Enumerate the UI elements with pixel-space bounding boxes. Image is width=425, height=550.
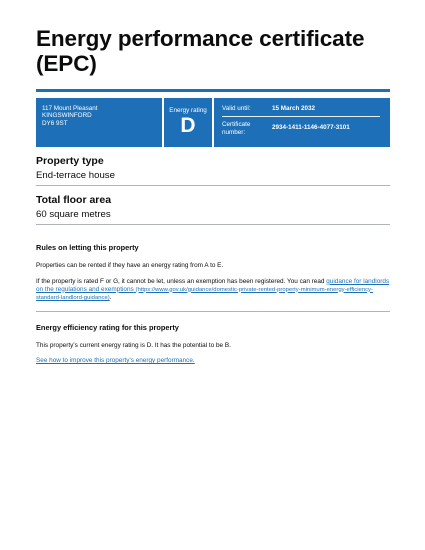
address-line-2: KINGSWINFORD [42, 112, 92, 120]
letting-rules-heading: Rules on letting this property [36, 243, 139, 252]
page-title-line2: (EPC) [36, 51, 97, 76]
energy-rating-label: Energy rating [169, 107, 207, 114]
page-title [36, 26, 390, 76]
letting-rules-para1: Properties can be rented if they have an energy rating from A to E. [36, 262, 224, 269]
property-type-value: End-terrace house [36, 170, 115, 181]
page-title-line1: Energy performance certificate [36, 26, 365, 51]
certificate-label-line2: number: [222, 128, 246, 136]
summary-banner [36, 98, 390, 147]
energy-rating-letter: D [180, 114, 196, 137]
property-type-heading: Property type [36, 155, 104, 167]
address-line-3: DY6 9ST [42, 119, 68, 127]
certificate-number-value: 2934-1411-1146-4077-3101 [272, 124, 350, 131]
epc-page [36, 26, 390, 365]
title-divider [36, 89, 390, 92]
landlord-guidance-url: (https://www.gov.uk/guidance/domestic-private-rented-property-minimum-energy-efficiency-standard-landlord-guidance) [36, 286, 373, 302]
letting-rules-para2-text: If the property is rated F or G, it cannot be let, unless an exemption has been registered. You can read [36, 277, 327, 285]
floor-area-heading: Total floor area [36, 194, 112, 206]
certificate-number-row [222, 121, 380, 136]
letting-rules-para2 [36, 278, 390, 303]
energy-rating-box [162, 98, 214, 147]
efficiency-para: This property’s current energy rating is D. It has the potential to be B. [36, 342, 231, 350]
info-divider [222, 116, 380, 117]
letting-rules-para2-end: . [109, 294, 112, 302]
certificate-number-label [222, 121, 272, 136]
floor-area-value: 60 square metres [36, 209, 111, 220]
valid-until-row [222, 105, 380, 112]
address-line-1: 117 Mount Pleasant [42, 105, 98, 112]
efficiency-heading: Energy efficiency rating for this property [36, 323, 179, 333]
property-address [36, 98, 162, 147]
landlord-guidance-link-text: guidance for landlords on the regulations and exemptions [36, 277, 390, 293]
valid-until-label: Valid until: [222, 105, 251, 112]
certificate-label-line1: Certificate [222, 121, 251, 128]
certificate-info [214, 98, 390, 147]
valid-until-value: 15 March 2032 [272, 105, 316, 112]
improve-performance-link[interactable]: See how to improve this property’s energy performance. [36, 356, 195, 364]
